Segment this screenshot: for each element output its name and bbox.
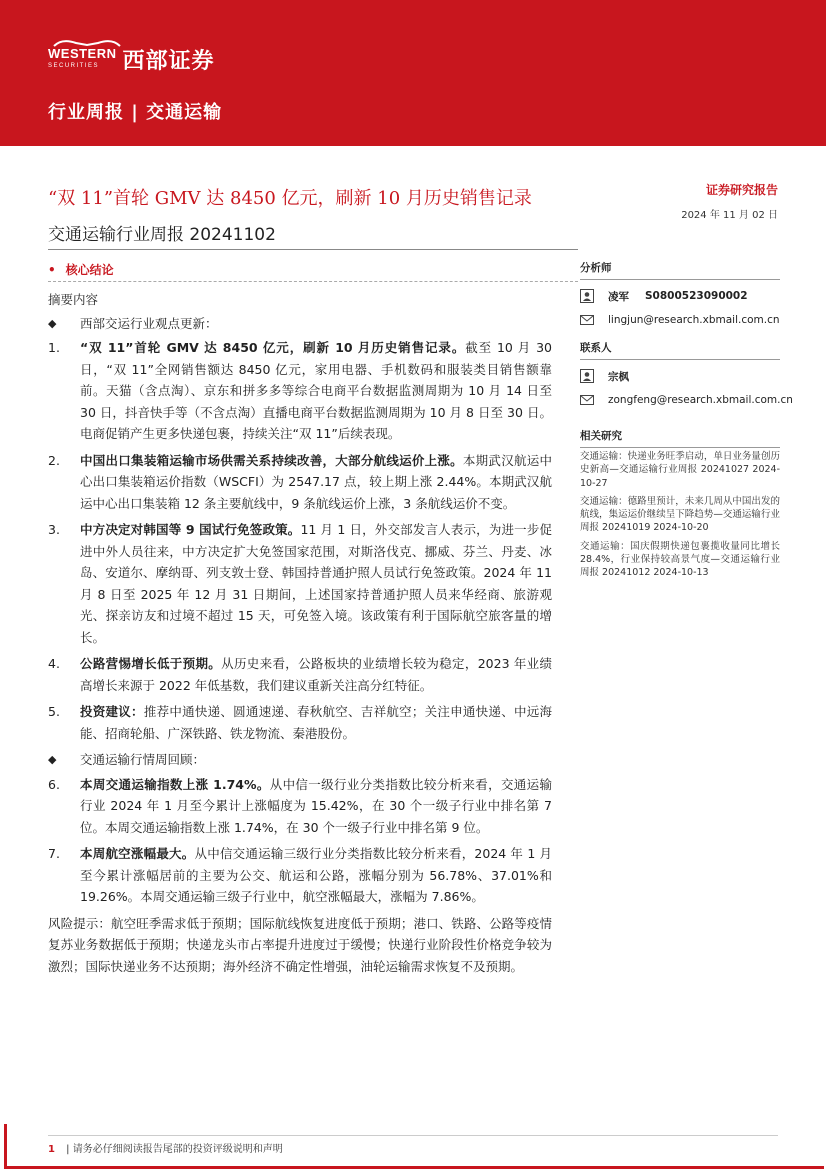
section-bullet-1 xyxy=(48,313,552,335)
list-item: 6. 本周交通运输指数上涨 1.74%。从中信一级行业分类指数比较分析来看，交通运输行业 2024 年 1 月至今累计上涨幅度为 15.42%，在 30 个一级子行业中排名第 7 位。本周交通运输指数上涨 1.74%，在 30 个一级子行业中排名第 9 位。 xyxy=(48,776,552,835)
footer-divider xyxy=(48,1135,778,1136)
list-item: 1. “双 11”首轮 GMV 达 8450 亿元，刷新 10 月历史销售记录。截至 10 月 30 日，“双 11”全网销售额达 8450 亿元，家用电器、手机数码和服装类目销售额靠前。天猫（含点淘）、京东和拼多多等综合电商平台数据监测周期为 10 月 14 日至 30 日，抖音快手等（不含点淘）直播电商平台数据监测周期为 10 月 8 日至 30 日。电商促销产生更多快递包裹，持续关注“双 11”后续表现。 xyxy=(48,340,552,441)
core-conclusion-heading: • 核心结论 xyxy=(48,263,114,277)
list-item: 4. 公路营惕增长低于预期。从历史来看，公路板块的业绩增长较为稳定，2023 年业绩高增长来源于 2022 年低基数，我们建议重新关注高分红特征。 xyxy=(48,656,552,693)
analyst-heading: 分析师 xyxy=(580,256,780,280)
contact-email[interactable]: zongfeng@research.xbmail.com.cn xyxy=(608,394,793,406)
report-type: 证券研究报告 xyxy=(705,183,778,197)
related-research-item[interactable]: 交通运输：快递业务旺季启动，单日业务量创历史新高—交通运输行业周报 20241027 2024-10-27 xyxy=(580,451,780,489)
list-item: 7. 本周航空涨幅最大。从中信交通运输三级行业分类指数比较分析来看，2024 年 1 月至今累计涨幅居前的主要为公交、航运和公路，涨幅分别为 56.78%、37.01%和 19.26%。本周交通运输三级子行业中，航空涨幅最大，涨幅为 7.86%。 xyxy=(48,846,552,904)
related-research-item[interactable]: 交通运输：德路里预计，未来几周从中国出发的航线，集运运价继续呈下降趋势—交通运输行业周报 20241019 2024-10-20 xyxy=(580,495,780,534)
risk-warning: 风险提示：航空旺季需求低于预期；国际航线恢复进度低于预期；港口、铁路、公路等疫情复苏业务数据低于预期；快递龙头市占率提升进度过于缓慢；快递行业阶段性价格竞争较为激烈；国际快递业务不达预期；海外经济不确定性增强，油轮运输需求恢复不及预期。 xyxy=(48,915,552,974)
analyst-email-row xyxy=(580,308,780,332)
contact-row xyxy=(580,364,780,388)
report-subtitle: 交通运输行业周报 20241102 xyxy=(48,225,276,245)
footer xyxy=(48,1140,283,1155)
contact-heading: 联系人 xyxy=(580,336,780,360)
related-research-heading: 相关研究 xyxy=(580,422,780,448)
main-content xyxy=(48,289,552,977)
diamond-bullet-icon: ◆ xyxy=(48,316,57,330)
logo-en-sub: SECURITIES xyxy=(48,62,100,69)
corner-accent xyxy=(4,1124,7,1169)
diamond-bullet-icon: ◆ xyxy=(48,753,57,766)
contact-email-row xyxy=(580,388,793,412)
email-icon xyxy=(580,313,594,327)
contact-name: 宗枫 xyxy=(608,370,629,383)
list-item: 5. 投资建议：推荐中通快递、圆通速递、春秋航空、吉祥航空；关注申通快递、中远海能、招商轮船、广深铁路、铁龙物流、秦港股份。 xyxy=(48,704,552,741)
list-item: 2. 中国出口集装箱运输市场供需关系持续改善，大部分航线运价上涨。本期武汉航运中心出口集装箱运价指数（WSCFI）为 2547.17 点，较上期上涨 2.44%。本期武汉航运中心出口集装箱 12 条主要航线中，9 条航线运价上涨，3 条航线运价不变。 xyxy=(48,452,552,511)
person-icon xyxy=(580,289,594,303)
section-bullet-2 xyxy=(48,749,552,771)
analyst-row xyxy=(580,284,780,308)
email-icon xyxy=(580,393,594,407)
related-research-item[interactable]: 交通运输：国庆假期快递包裹揽收量同比增长 28.4%，行业保持较高景气度—交通运输行业周报 20241012 2024-10-13 xyxy=(580,540,780,579)
report-title: “双 11”首轮 GMV 达 8450 亿元，刷新 10 月历史销售记录 xyxy=(48,188,532,209)
bullet-text: 交通运输行情周回顾： xyxy=(80,752,206,767)
list-item: 3. 中方决定对韩国等 9 国试行免签政策。11 月 1 日，外交部发言人表示，为进一步促进中外人员往来，中方决定扩大免签国家范围，对斯洛伐克、挪威、芬兰、丹麦、冰岛、安道尔、摩纳哥、列支敦士登、韩国持普通护照人员试行免签政策。2024 年 11 月 8 日至 2025 年 12 月 31 日期间，上述国家持普通护照人员来华经商、旅游观光、探亲访友和过境不超过 15 天，可免签入境。该政策有利于国际航空旅客量的增长。 xyxy=(48,522,553,645)
bullet-text: 西部交运行业观点更新： xyxy=(80,315,218,331)
page-number: 1 xyxy=(48,1144,55,1155)
person-icon xyxy=(580,369,594,383)
summary-label: 摘要内容 xyxy=(48,292,99,307)
sidebar xyxy=(580,256,793,583)
logo-en: WESTERN xyxy=(48,45,117,61)
footer-disclaimer: | 请务必仔细阅读报告尾部的投资评级说明和声明 xyxy=(66,1144,283,1155)
banner-title: 行业周报 | 交通运输 xyxy=(48,102,223,123)
header-banner xyxy=(0,0,826,146)
logo-cn: 西部证券 xyxy=(122,49,215,74)
report-date: 2024 年 11 月 02 日 xyxy=(681,210,778,221)
analyst-name: 凌军 xyxy=(608,290,629,303)
analyst-cert: S0800523090002 xyxy=(645,290,748,302)
core-divider xyxy=(48,281,578,282)
title-divider xyxy=(48,249,578,250)
logo xyxy=(48,44,215,75)
analyst-email[interactable]: lingjun@research.xbmail.com.cn xyxy=(608,314,780,326)
